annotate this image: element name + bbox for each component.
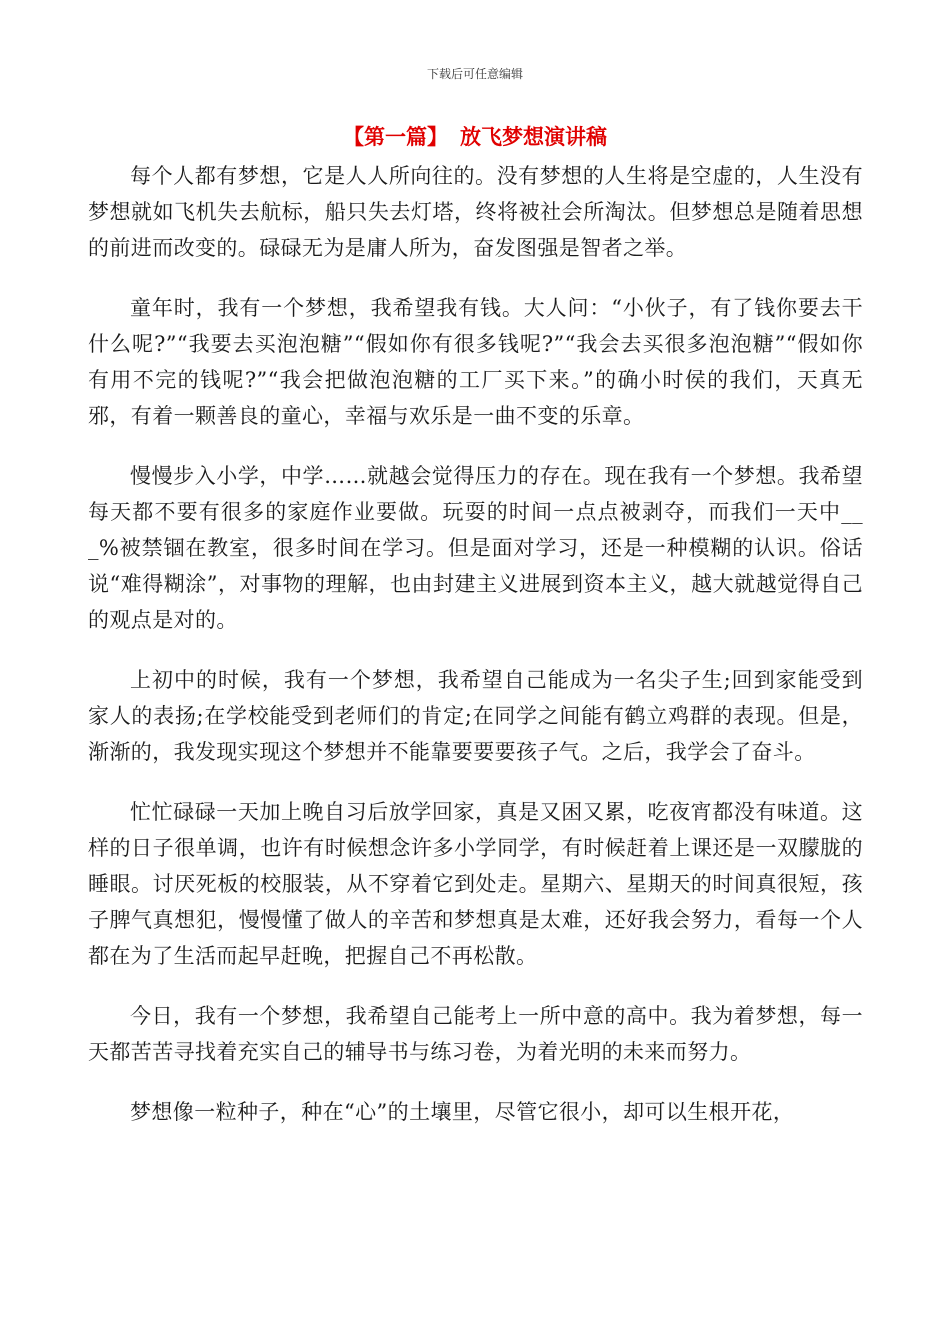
document-body [88, 158, 863, 1154]
document-title [0, 122, 950, 152]
paragraph: 上初中的时候，我有一个梦想，我希望自己能成为一名尖子生;回到家能受到家人的表扬;在学校能受到老师们的肯定;在同学之间能有鹤立鸡群的表现。但是，渐渐的，我发现实现这个梦想并不能靠要要要孩子气。之后，我学会了奋斗。 [88, 668, 863, 764]
title-text: 放飞梦想演讲稿 [460, 124, 607, 149]
page-header-note: 下载后可任意编辑 [426, 67, 523, 81]
title-part-label: 【第一篇】 [343, 124, 448, 149]
paragraph: 忙忙碌碌一天加上晚自习后放学回家，真是又困又累，吃夜宵都没有味道。这样的日子很单调，也许有时候想念许多小学同学，有时候赶着上课还是一双朦胧的睡眼。讨厌死板的校服装，从不穿着它到处走。星期六、星期天的时间真很短，孩子脾气真想犯，慢慢懂了做人的辛苦和梦想真是太难，还好我会努力，看每一个人都在为了生活而起早赶晚，把握自己不再松散。 [88, 800, 863, 968]
paragraph: 梦想像一粒种子，种在“心”的土壤里，尽管它很小，却可以生根开花， [130, 1100, 795, 1124]
paragraph: 今日，我有一个梦想，我希望自己能考上一所中意的高中。我为着梦想，每一天都苦苦寻找着充实自己的辅导书与练习卷，为着光明的未来而努力。 [88, 1004, 863, 1064]
paragraph: 童年时，我有一个梦想，我希望我有钱。大人问：“小伙子，有了钱你要去干什么呢?”“我要去买泡泡糖”“假如你有很多钱呢?”“我会去买很多泡泡糖”“假如你有用不完的钱呢?”“我会把做泡泡糖的工厂买下来。”的确小时侯的我们，天真无邪，有着一颗善良的童心，幸福与欢乐是一曲不变的乐章。 [88, 296, 863, 428]
paragraph: 慢慢步入小学，中学……就越会觉得压力的存在。现在我有一个梦想。我希望每天都不要有很多的家庭作业要做。玩耍的时间一点点被剥夺，而我们一天中___%被禁锢在教室，很多时间在学习。但是面对学习，还是一种模糊的认识。俗话说“难得糊涂”，对事物的理解，也由封建主义进展到资本主义，越大就越觉得自己的观点是对的。 [88, 464, 863, 632]
paragraph: 每个人都有梦想，它是人人所向往的。没有梦想的人生将是空虚的，人生没有梦想就如飞机失去航标，船只失去灯塔，终将被社会所淘汰。但梦想总是随着思想的前进而改变的。碌碌无为是庸人所为，奋发图强是智者之举。 [88, 164, 863, 260]
